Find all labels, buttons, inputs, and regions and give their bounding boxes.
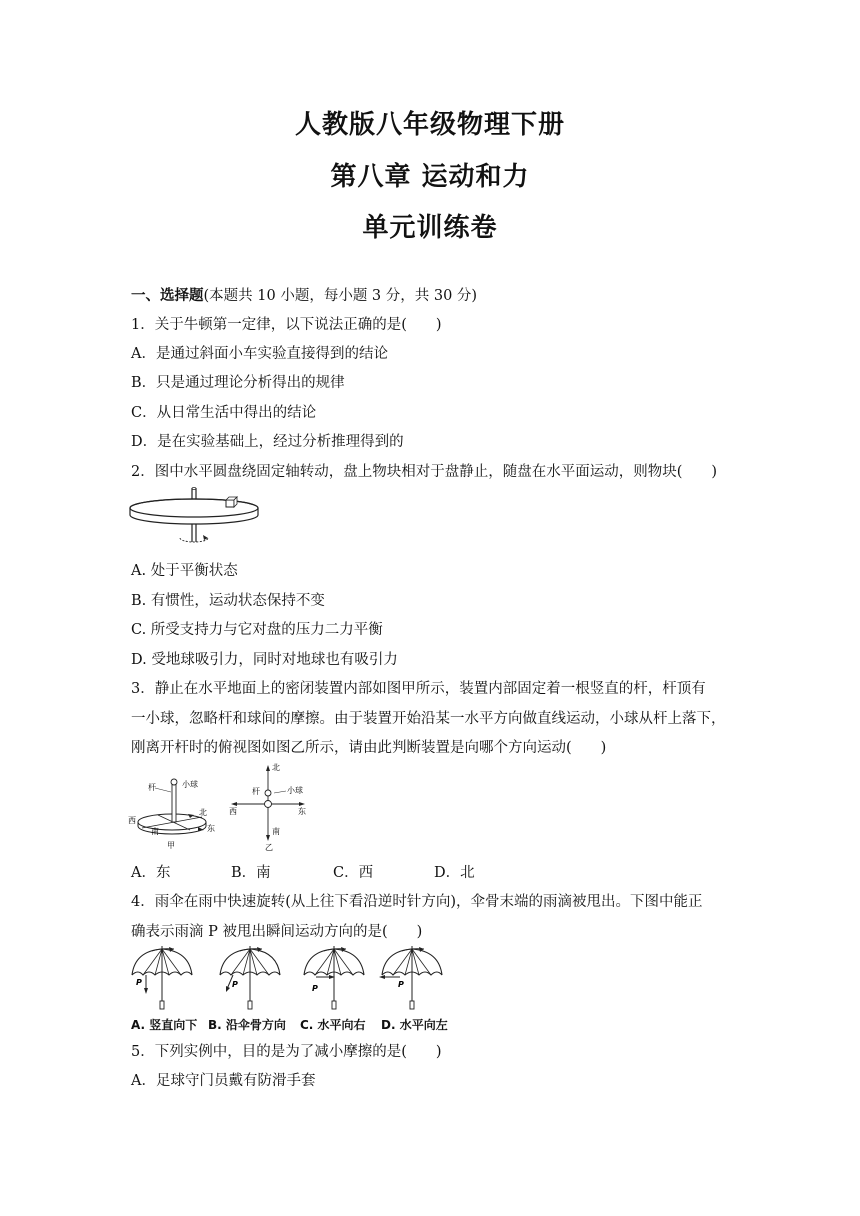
yi-rod-label: 杆 (252, 787, 260, 796)
q2-option-c: C. 所受支持力与它对盘的压力二力平衡 (131, 622, 383, 638)
chapter-title: 第八章 运动和力 (330, 162, 530, 192)
q4-stem-line2: 确表示雨滴 P 被甩出瞬间运动方向的是( ) (131, 924, 423, 940)
rotating-disk-figure (128, 486, 264, 548)
yi-caption: 乙 (265, 843, 273, 852)
umbrella-caption-d: D. 水平向左 (381, 1018, 448, 1032)
q5-stem: 5．下列实例中，目的是为了减小摩擦的是( ) (131, 1044, 442, 1060)
umbrella-caption-a: A. 竖直向下 (131, 1018, 198, 1032)
jia-east-label: 东 (207, 824, 215, 833)
q3-stem-line2: 一小球，忽略杆和球间的摩擦。由于装置开始沿某一水平方向做直线运动，小球从杆上落下， (131, 711, 726, 727)
umbrella-a (132, 946, 192, 1009)
jia-ball-label: 小球 (182, 780, 198, 789)
q2-option-b: B. 有惯性，运动状态保持不变 (131, 593, 325, 609)
q5-option-a: A．足球守门员戴有防滑手套 (131, 1073, 316, 1089)
q3-stem-line1: 3．静止在水平地面上的密闭装置内部如图甲所示，装置内部固定着一根竖直的杆，杆顶有 (131, 681, 706, 697)
document-title: 人教版八年级物理下册 (294, 110, 565, 140)
umbrella-a-p-label: P (136, 978, 142, 987)
umbrella-b-p-label: P (232, 980, 238, 989)
jia-north-label: 北 (199, 808, 207, 817)
q3-option-c: C．西 (333, 865, 374, 881)
section-heading-label: 一、选择题 (131, 288, 204, 304)
yi-west-label: 西 (229, 807, 237, 816)
section-heading-note: (本题共 10 小题，每小题 3 分，共 30 分) (203, 288, 478, 304)
umbrella-figures (130, 945, 450, 1013)
q1-stem: 1．关于牛顿第一定律，以下说法正确的是( ) (131, 317, 442, 333)
umbrella-c (304, 946, 364, 1009)
yi-north-label: 北 (272, 763, 280, 772)
figure-yi (226, 762, 316, 852)
jia-south-label: 南 (151, 827, 159, 836)
umbrella-c-p-label: P (312, 984, 318, 993)
q3-stem-line3: 刚离开杆时的俯视图如图乙所示，请由此判断装置是向哪个方向运动( ) (131, 740, 607, 756)
section-heading (131, 284, 477, 305)
yi-ball-label: 小球 (287, 786, 303, 795)
q1-option-d: D．是在实验基础上，经过分析推理得到的 (131, 434, 404, 450)
q3-option-a: A．东 (131, 865, 171, 881)
q1-option-b: B．只是通过理论分析得出的规律 (131, 375, 345, 391)
test-title: 单元训练卷 (362, 213, 498, 243)
q1-option-a: A．是通过斜面小车实验直接得到的结论 (131, 346, 388, 362)
jia-west-label: 西 (128, 816, 136, 825)
yi-east-label: 东 (298, 807, 306, 816)
umbrella-caption-b: B. 沿伞骨方向 (208, 1018, 286, 1032)
q2-stem: 2．图中水平圆盘绕固定轴转动，盘上物块相对于盘静止，随盘在水平面运动，则物块( ) (131, 464, 718, 480)
umbrella-d (379, 946, 442, 1009)
q1-option-c: C．从日常生活中得出的结论 (131, 405, 317, 421)
q3-options (131, 861, 475, 882)
q4-stem-line1: 4．雨伞在雨中快速旋转(从上往下看沿逆时针方向)，伞骨末端的雨滴被甩出。下图中能正 (131, 894, 703, 910)
yi-south-label: 南 (272, 827, 280, 836)
q2-option-a: A. 处于平衡状态 (131, 563, 238, 579)
jia-rod-label: 杆 (148, 783, 156, 792)
umbrella-caption-c: C. 水平向右 (300, 1018, 366, 1032)
q3-option-d: D．北 (434, 865, 475, 881)
umbrella-b (220, 946, 280, 1009)
umbrella-d-p-label: P (398, 980, 404, 989)
q3-option-b: B．南 (231, 865, 271, 881)
jia-caption: 甲 (167, 841, 175, 850)
q2-option-d: D. 受地球吸引力，同时对地球也有吸引力 (131, 652, 398, 668)
figure-jia (128, 772, 220, 852)
